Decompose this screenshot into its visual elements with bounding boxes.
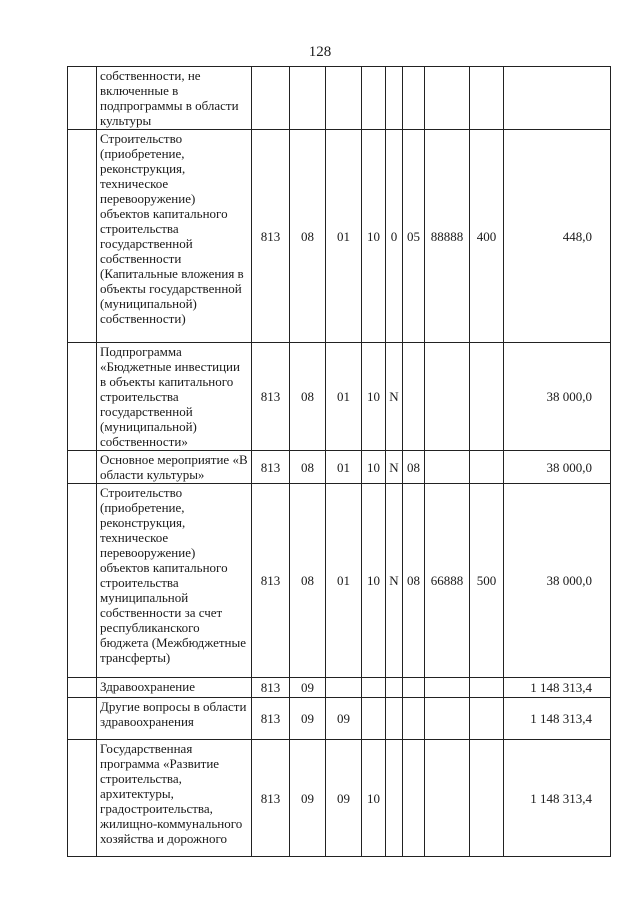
- code-cell-ved: 813: [252, 740, 290, 857]
- table-row: [68, 484, 611, 678]
- table-row: [68, 740, 611, 857]
- table-row: [68, 67, 611, 130]
- item-name-cell: Подпрограмма «Бюджетные инвестиции в объекты капитального строительства государственной (муниципальной) собственности»: [97, 343, 252, 451]
- code-cell-pr: 01: [326, 484, 362, 678]
- code-cell-cs4: [425, 451, 470, 484]
- amount-cell: 38 000,0: [504, 484, 611, 678]
- code-cell-vr: 500: [470, 484, 504, 678]
- code-cell-vr: [470, 698, 504, 740]
- table-row: [68, 678, 611, 698]
- code-cell-ved: [252, 67, 290, 130]
- code-cell-vr: [470, 740, 504, 857]
- code-cell-cs2: N: [386, 343, 403, 451]
- code-cell-cs1: 10: [362, 343, 386, 451]
- code-cell-ved: 813: [252, 484, 290, 678]
- row-number-cell: [68, 678, 97, 698]
- code-cell-rz: 09: [290, 698, 326, 740]
- code-cell-ved: 813: [252, 343, 290, 451]
- code-cell-cs3: 08: [403, 484, 425, 678]
- code-cell-pr: 01: [326, 130, 362, 343]
- code-cell-cs3: [403, 343, 425, 451]
- item-name-cell: Основное мероприятие «В области культуры»: [97, 451, 252, 484]
- code-cell-rz: [290, 67, 326, 130]
- code-cell-vr: [470, 67, 504, 130]
- code-cell-cs1: [362, 698, 386, 740]
- item-name-cell: Строительство (приобретение, реконструкция, техническое перевооружение) объектов капитального строительства муниципальной собственности за счет республиканского бюджета (Межбюджетные трансферты): [97, 484, 252, 678]
- code-cell-cs2: N: [386, 484, 403, 678]
- amount-cell: 1 148 313,4: [504, 678, 611, 698]
- code-cell-cs3: [403, 678, 425, 698]
- budget-table: [67, 66, 611, 857]
- row-number-cell: [68, 343, 97, 451]
- row-number-cell: [68, 67, 97, 130]
- row-number-cell: [68, 698, 97, 740]
- code-cell-cs1: 10: [362, 740, 386, 857]
- item-name-cell: Государственная программа «Развитие строительства, архитектуры, градостроительства, жилищно-коммунального хозяйства и дорожного: [97, 740, 252, 857]
- code-cell-cs3: [403, 67, 425, 130]
- code-cell-ved: 813: [252, 678, 290, 698]
- code-cell-cs4: [425, 343, 470, 451]
- code-cell-cs4: [425, 678, 470, 698]
- page-number: 128: [308, 44, 332, 60]
- code-cell-vr: [470, 451, 504, 484]
- code-cell-cs2: 0: [386, 130, 403, 343]
- table-row: [68, 130, 611, 343]
- row-number-cell: [68, 451, 97, 484]
- code-cell-rz: 09: [290, 678, 326, 698]
- row-number-cell: [68, 484, 97, 678]
- row-number-cell: [68, 130, 97, 343]
- amount-cell: 38 000,0: [504, 343, 611, 451]
- code-cell-cs2: [386, 698, 403, 740]
- item-name-cell: Строительство (приобретение, реконструкция, техническое перевооружение) объектов капитального строительства государственной собственности (Капитальные вложения в объекты государственной (муниципальной) собственности): [97, 130, 252, 343]
- code-cell-vr: [470, 678, 504, 698]
- amount-cell: 448,0: [504, 130, 611, 343]
- code-cell-cs1: 10: [362, 484, 386, 678]
- table-row: [68, 343, 611, 451]
- code-cell-ved: 813: [252, 130, 290, 343]
- code-cell-pr: [326, 67, 362, 130]
- code-cell-cs2: [386, 678, 403, 698]
- code-cell-cs1: 10: [362, 451, 386, 484]
- code-cell-rz: 08: [290, 484, 326, 678]
- code-cell-cs2: N: [386, 451, 403, 484]
- table-row: [68, 451, 611, 484]
- code-cell-cs4: [425, 67, 470, 130]
- code-cell-cs3: [403, 698, 425, 740]
- code-cell-rz: 08: [290, 343, 326, 451]
- row-number-cell: [68, 740, 97, 857]
- item-name-cell: собственности, не включенные в подпрограммы в области культуры: [97, 67, 252, 130]
- code-cell-cs4: 88888: [425, 130, 470, 343]
- code-cell-ved: 813: [252, 698, 290, 740]
- item-name-cell: Другие вопросы в области здравоохранения: [97, 698, 252, 740]
- table-row: [68, 698, 611, 740]
- amount-cell: 1 148 313,4: [504, 698, 611, 740]
- code-cell-cs1: [362, 67, 386, 130]
- code-cell-rz: 08: [290, 451, 326, 484]
- amount-cell: 1 148 313,4: [504, 740, 611, 857]
- amount-cell: [504, 67, 611, 130]
- code-cell-cs3: 05: [403, 130, 425, 343]
- code-cell-cs3: [403, 740, 425, 857]
- code-cell-cs4: [425, 740, 470, 857]
- code-cell-rz: 09: [290, 740, 326, 857]
- code-cell-pr: 01: [326, 451, 362, 484]
- code-cell-vr: [470, 343, 504, 451]
- code-cell-pr: 09: [326, 698, 362, 740]
- code-cell-ved: 813: [252, 451, 290, 484]
- amount-cell: 38 000,0: [504, 451, 611, 484]
- code-cell-cs1: 10: [362, 130, 386, 343]
- code-cell-pr: 09: [326, 740, 362, 857]
- code-cell-rz: 08: [290, 130, 326, 343]
- code-cell-cs2: [386, 740, 403, 857]
- code-cell-cs3: 08: [403, 451, 425, 484]
- item-name-cell: Здравоохранение: [97, 678, 252, 698]
- code-cell-pr: [326, 678, 362, 698]
- code-cell-cs2: [386, 67, 403, 130]
- code-cell-cs4: [425, 698, 470, 740]
- code-cell-pr: 01: [326, 343, 362, 451]
- code-cell-cs1: [362, 678, 386, 698]
- code-cell-vr: 400: [470, 130, 504, 343]
- code-cell-cs4: 66888: [425, 484, 470, 678]
